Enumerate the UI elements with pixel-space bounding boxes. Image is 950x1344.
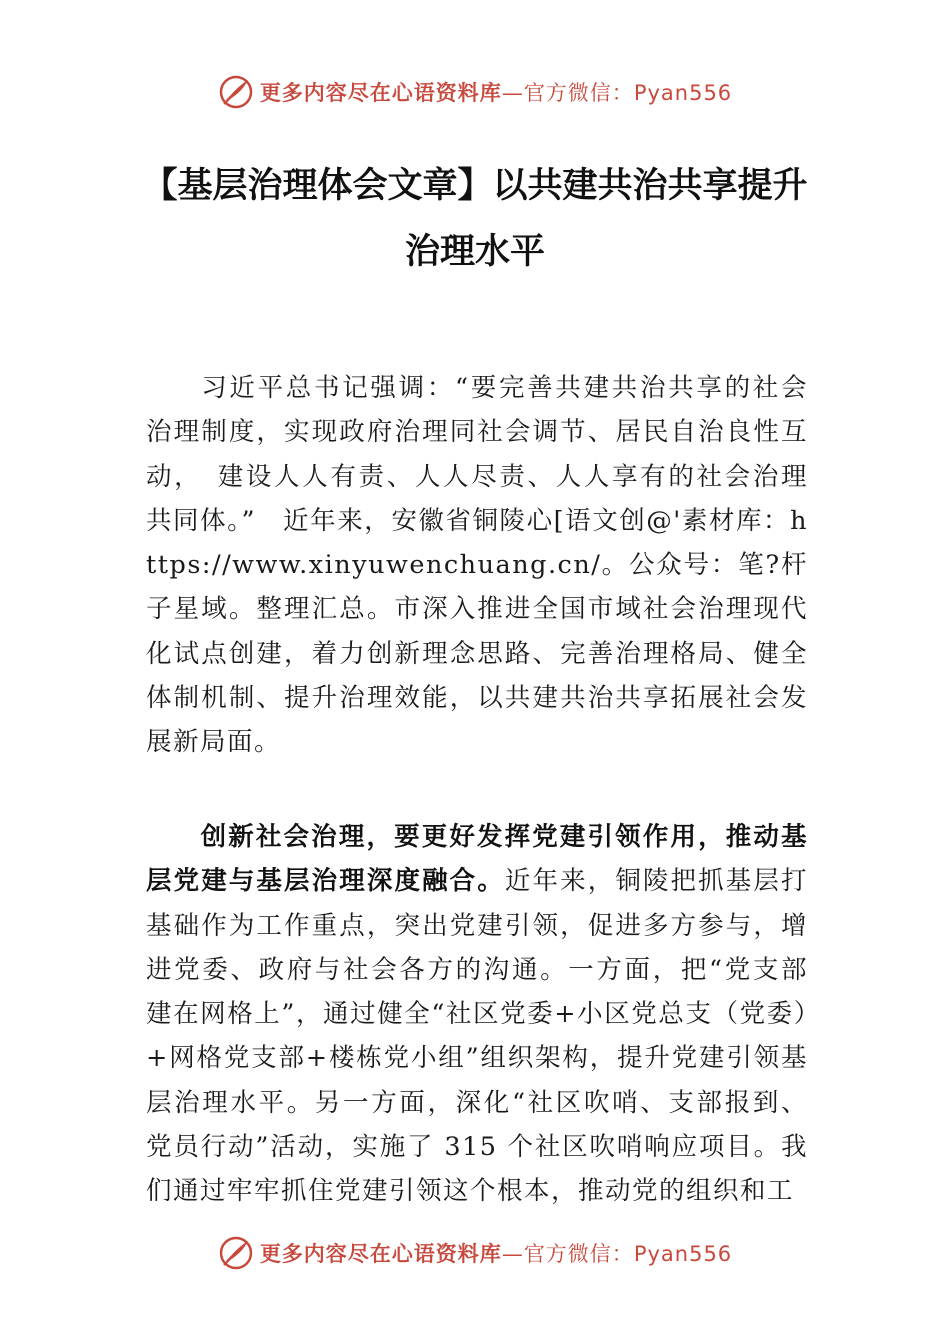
paragraph-1-text: 习近平总书记强调：“要完善共建共治共享的社会治理制度，实现政府治理同社会调节、居民自治良性互动， 建设人人有责、人人尽责、人人享有的社会治理共同体。” 近年来，安徽省铜陵心[语文创@'素材库：https://www.xinyuwenchuang.cn/。公众号：笔?杆子星域。整理汇总。市深入推进全国市域社会治理现代化试点创建，着力创新理念思路、完善治理格局、健全体制机制、提升治理效能，以共建共治共享拓展社会发展新局面。 (146, 373, 808, 758)
header-banner-text (260, 77, 732, 107)
document-title-line2: 治理水平 (404, 232, 545, 272)
quill-logo-icon (218, 1235, 254, 1271)
footer-banner-sep: — (501, 1242, 524, 1266)
footer-banner-label: 官方微信： (523, 1242, 634, 1266)
footer-watermark-banner (0, 1231, 950, 1275)
document-title-line1: 【基层治理体会文章】以共建共治共享提升 (142, 166, 808, 206)
header-watermark-banner (0, 70, 950, 114)
header-banner-sep: — (501, 81, 524, 105)
paragraph-2-lead: 创新社会治理，要更好发挥党建引领作用，推动基层党建与基层治理深度融合。 (146, 822, 808, 897)
header-banner-main: 更多内容尽在心语资料库 (259, 81, 502, 105)
footer-banner-main: 更多内容尽在心语资料库 (259, 1242, 502, 1266)
footer-banner-text (260, 1238, 732, 1268)
header-banner-label: 官方微信： (523, 81, 634, 105)
paragraph-2 (146, 815, 808, 1214)
footer-banner-id: Pyan556 (633, 1242, 733, 1266)
header-banner-id: Pyan556 (633, 81, 733, 105)
quill-logo-icon (218, 74, 254, 110)
paragraph-2-text: 近年来，铜陵把抓基层打基础作为工作重点，突出党建引领，促进多方参与，增进党委、政府与社会各方的沟通。一方面，把“党支部建在网格上”，通过健全“社区党委+小区党总支（党委）+网格党支部+楼栋党小组”组织架构，提升党建引领基层治理水平。另一方面，深化“社区吹哨、支部报到、党员行动”活动，实施了 315 个社区吹哨响应项目。我们通过牢牢抓住党建引领这个根本，推动党的组织和工 (146, 866, 808, 1207)
paragraph-1 (146, 366, 808, 765)
